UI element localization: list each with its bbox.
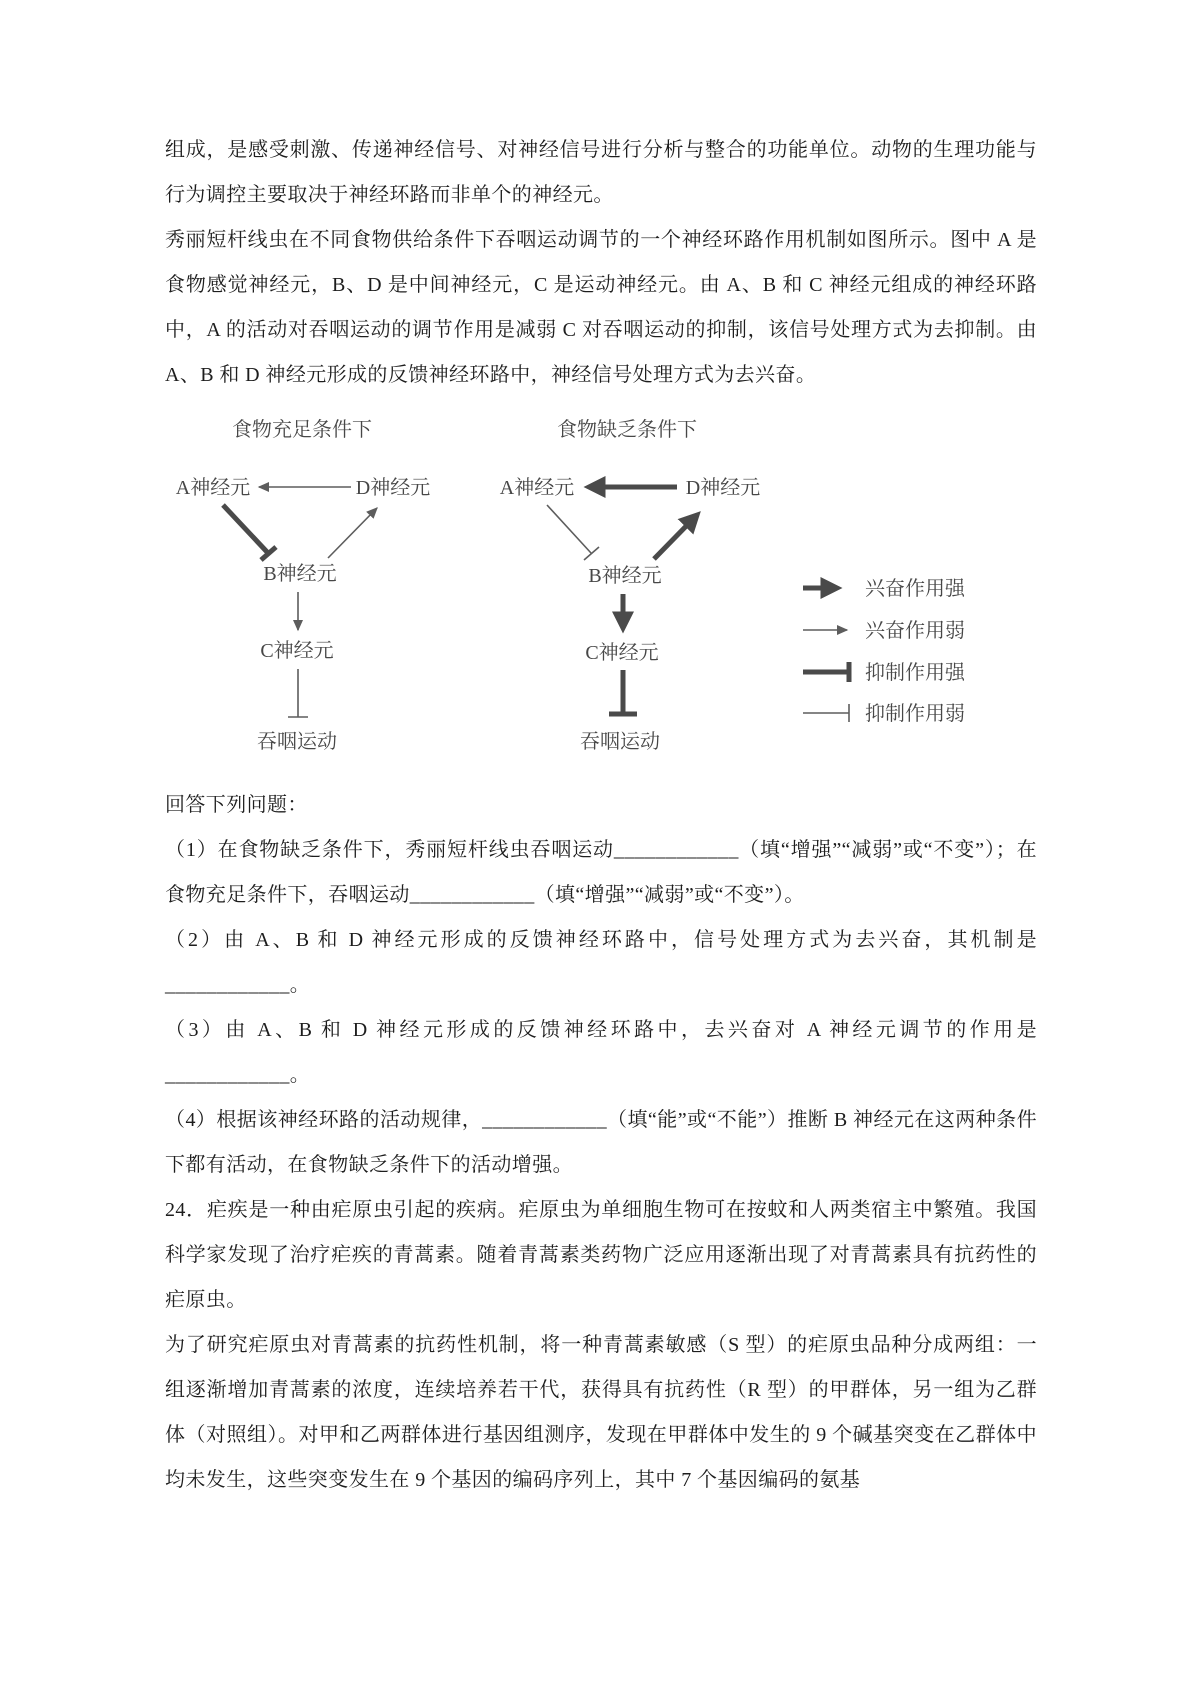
left-tbar-c-to-swallow-weak-inhibit <box>288 669 308 717</box>
question-1: （1）在食物缺乏条件下，秀丽短杆线虫吞咽运动____________（填“增强”“减弱”或“不变”）；在食物充足条件下，吞咽运动____________（填“增强”“减弱”或“不变”）。 <box>165 839 1037 906</box>
left-node-b: B神经元 <box>263 563 337 585</box>
legend-strong-inhibit-label: 抑制作用强 <box>865 662 965 684</box>
intro-paragraph-2: 秀丽短杆线虫在不同食物供给条件下吞咽运动调节的一个神经环路作用机制如图所示。图中 A 是食物感觉神经元，B、D 是中间神经元，C 是运动神经元。由 A、B 和 C 神经元组成的神经环路中，A 的活动对吞咽运动的调节作用是减弱 C 对吞咽运动的抑制，该信号处理方式为去抑制。由 A、B 和 D 神经元形成的反馈神经环路中，神经信号处理方式为去兴奋。 <box>165 229 1037 386</box>
left-node-d: D神经元 <box>355 477 431 499</box>
right-circuit-title: 食物缺乏条件下 <box>557 419 697 441</box>
question-4: （4）根据该神经环路的活动规律，____________（填“能”或“不能”）推断 B 神经元在这两种条件下都有活动，在食物缺乏条件下的活动增强。 <box>165 1109 1037 1176</box>
right-node-a: A神经元 <box>499 477 575 499</box>
right-node-d: D神经元 <box>685 477 761 499</box>
right-circuit-food-lacking <box>500 418 760 753</box>
intro-paragraph-1: 组成，是感受刺激、传递神经信号、对神经信号进行分析与整合的功能单位。动物的生理功能与行为调控主要取决于神经环路而非单个的神经元。 <box>165 139 1037 206</box>
right-tbar-a-to-b-weak-inhibit <box>547 505 599 560</box>
right-tbar-c-to-swallow-strong-inhibit <box>609 670 637 714</box>
question-24-paragraph-1: 24．疟疾是一种由疟原虫引起的疾病。疟原虫为单细胞生物可在按蚊和人两类宿主中繁殖。我国科学家发现了治疗疟疾的青蒿素。随着青蒿素类药物广泛应用逐渐出现了对青蒿素具有抗药性的疟原虫。 <box>165 1199 1037 1311</box>
legend-weak-inhibit-symbol <box>803 704 849 722</box>
diagram-legend <box>803 577 966 725</box>
left-arrow-b-to-d-weak-excite <box>328 508 377 558</box>
question-24-paragraph-2: 为了研究疟原虫对青蒿素的抗药性机制，将一种青蒿素敏感（S 型）的疟原虫品种分成两组：一组逐渐增加青蒿素的浓度，连续培养若干代，获得具有抗药性（R 型）的甲群体，另一组为乙群体（对照组）。对甲和乙两群体进行基因组测序，发现在甲群体中发生的 9 个碱基突变在乙群体中均未发生，这些突变发生在 9 个基因的编码序列上，其中 7 个基因编码的氨基 <box>165 1334 1037 1491</box>
left-circuit-food-sufficient <box>176 418 430 753</box>
right-node-swallow: 吞咽运动 <box>580 731 660 753</box>
left-node-a: A神经元 <box>175 477 251 499</box>
question-3: （3）由 A、B 和 D 神经元形成的反馈神经环路中，去兴奋对 A 神经元调节的作用是____________。 <box>165 1019 1037 1086</box>
legend-weak-inhibit-label: 抑制作用弱 <box>865 703 965 725</box>
neural-circuit-svg <box>165 408 1045 760</box>
right-node-b: B神经元 <box>588 565 662 587</box>
right-node-c: C神经元 <box>585 642 659 664</box>
question-2: （2）由 A、B 和 D 神经元形成的反馈神经环路中，信号处理方式为去兴奋，其机制是____________。 <box>165 929 1037 996</box>
right-arrow-b-to-d-strong-excite <box>654 515 697 559</box>
answer-prompt: 回答下列问题： <box>165 794 308 816</box>
neural-circuit-diagram <box>165 408 1037 777</box>
left-circuit-title: 食物充足条件下 <box>232 419 372 441</box>
legend-weak-excite-label: 兴奋作用弱 <box>865 620 965 642</box>
legend-strong-inhibit-symbol <box>803 662 849 682</box>
left-tbar-a-to-b-strong-inhibit <box>223 505 276 560</box>
left-node-swallow: 吞咽运动 <box>257 731 337 753</box>
left-node-c: C神经元 <box>260 640 334 662</box>
legend-strong-excite-label: 兴奋作用强 <box>865 578 965 600</box>
